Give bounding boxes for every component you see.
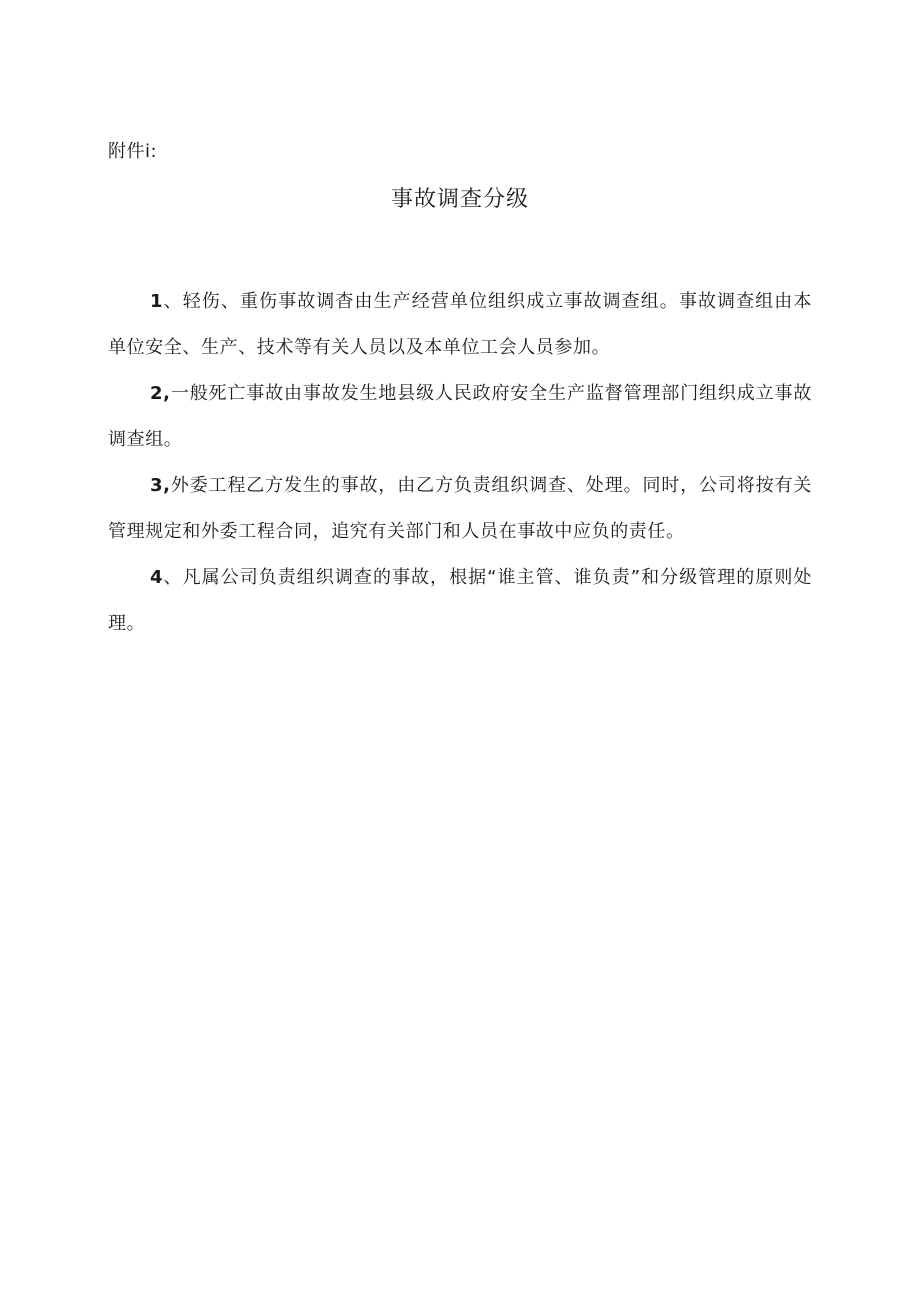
- paragraph-2: [108, 371, 812, 463]
- paragraph-number: 2,: [150, 383, 171, 404]
- paragraph-text: 一般死亡事故由事故发生地县级人民政府安全生产监督管理部门组织成立事故调查组。: [108, 383, 812, 450]
- paragraph-1: [108, 279, 812, 371]
- paragraph-3: [108, 463, 812, 555]
- paragraph-4: [108, 555, 812, 647]
- attachment-label: 附件i:: [108, 141, 158, 162]
- paragraph-text: 外委工程乙方发生的事故，由乙方负责组织调查、处理。同时，公司将按有关管理规定和外委工程合同，追究有关部门和人员在事故中应负的责任。: [108, 475, 812, 542]
- paragraph-number: 4: [150, 567, 164, 588]
- paragraph-number: 1: [150, 291, 164, 312]
- document-title: 事故调查分级: [390, 187, 529, 212]
- paragraph-text: 、凡属公司负责组织调查的事故，根据“谁主管、谁负责”和分级管理的原则处理。: [108, 567, 812, 634]
- document-body: [108, 279, 812, 647]
- paragraph-number: 3,: [150, 475, 171, 496]
- paragraph-text: 、轻伤、重伤事故调杳由生产经营单位组织成立事故调查组。事故调查组由本单位安全、生产、技术等有关人员以及本单位工会人员参加。: [108, 291, 812, 358]
